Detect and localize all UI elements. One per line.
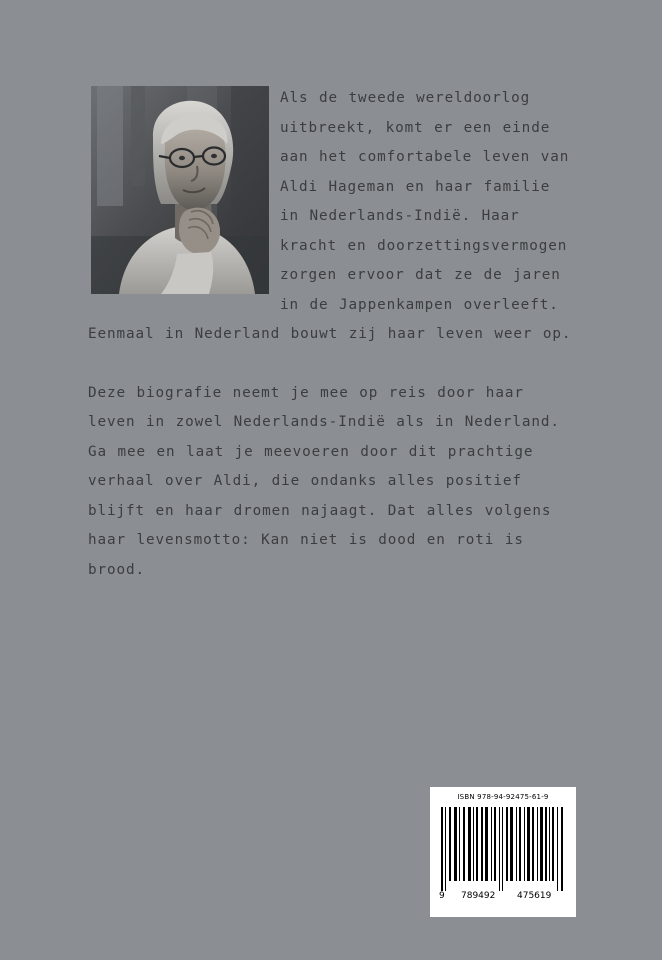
barcode-bars xyxy=(439,807,567,891)
blurb-text xyxy=(88,84,572,585)
barcode-digit-group-2: 789492 xyxy=(461,891,496,901)
barcode-block xyxy=(430,787,576,917)
blurb-paragraph-1: Als de tweede wereldoorlog uitbreekt, komt er een einde aan het comfortabele leven van Aldi Hageman en haar familie in Nederlands-Indië. Haar kracht en doorzettingsvermogen zorgen ervoor dat ze de jaren in de Jappenkampen overleeft. Eenmaal in Nederland bouwt zij haar leven weer op. xyxy=(88,90,572,342)
photo-text-wrap-spacer xyxy=(88,84,280,294)
blurb-paragraph-2: Deze biografie neemt je mee op reis door haar leven in zowel Nederlands-Indië als in Nederland. Ga mee en laat je meevoeren door dit prachtige verhaal over Aldi, die ondanks alles positief blijft en haar dromen najaagt. Dat alles volgens haar levensmotto: Kan niet is dood en roti is brood. xyxy=(88,384,560,578)
barcode-digit-group-3: 475619 xyxy=(517,891,552,901)
barcode-digit-group-1: 9 xyxy=(439,891,445,901)
isbn-label: ISBN 978-94-92475-61-9 xyxy=(457,793,549,801)
barcode-digits xyxy=(439,891,567,905)
